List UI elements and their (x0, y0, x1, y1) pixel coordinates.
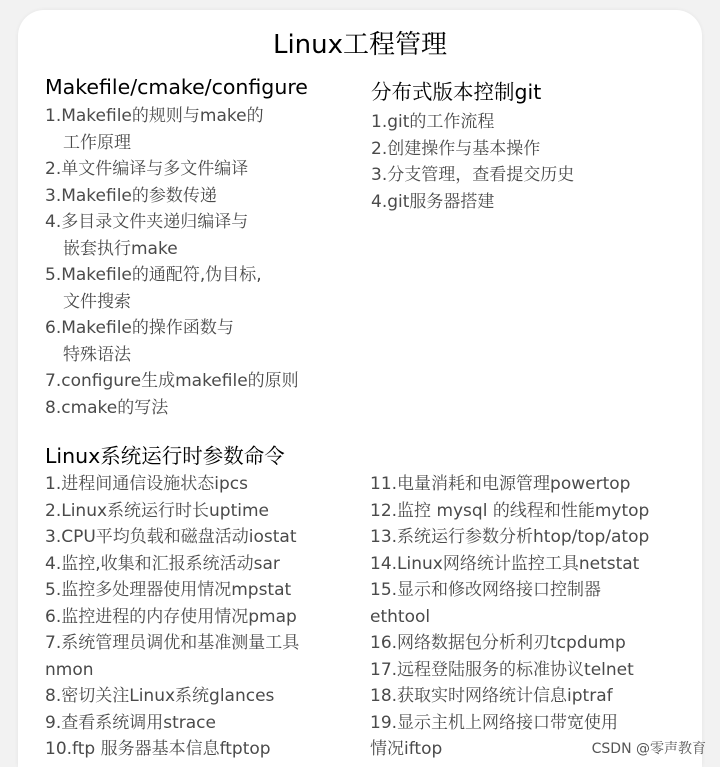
list-item (371, 189, 574, 216)
list-item: 16.网络数据包分析利刃tcpdump (370, 633, 626, 653)
list-item-text: 8.cmake的写法 (45, 397, 169, 418)
list-item (45, 156, 308, 183)
list-item-text: 3.分支管理，查看提交历史 (371, 165, 575, 185)
runtime-right-list (370, 471, 649, 763)
list-item-text: 3.Makefile的参数传递 (45, 185, 217, 206)
list-item (45, 103, 308, 156)
list-item-text: 5.Makefile的通配符,伪目标, (45, 265, 262, 285)
list-item-continuation: 特殊语法 (63, 344, 131, 365)
list-item-text: 1.Makefile的规则与make的 (45, 106, 264, 126)
list-item: ethtool (370, 606, 431, 627)
list-item-text: 4.多目录文件夹递归编译与 (45, 212, 249, 232)
git-list (371, 109, 574, 215)
runtime-section (45, 439, 285, 469)
list-item (45, 183, 308, 210)
list-item: 1.进程间通信设施状态ipcs (45, 474, 248, 494)
makefile-list (45, 103, 308, 421)
list-item: 情况iftop (370, 739, 443, 759)
list-item-text: 2.单文件编译与多文件编译 (45, 159, 249, 179)
list-item-text: 2.创建操作与基本操作 (371, 138, 541, 159)
list-item: 15.显示和修改网络接口控制器 (370, 580, 602, 600)
list-item: nmon (45, 659, 94, 680)
list-item: 12.监控 mysql 的线程和性能mytop (370, 500, 650, 521)
list-item: 9.查看系统调用strace (45, 712, 216, 733)
list-item (45, 262, 308, 315)
page-title: Linux工程管理 (272, 30, 448, 60)
list-item: 8.密切关注Linux系统glances (45, 686, 275, 706)
list-item-text: 4.git服务器搭建 (371, 191, 495, 212)
list-item: 14.Linux网络统计监控工具netstat (370, 553, 640, 574)
list-item (45, 315, 308, 368)
git-heading: 分布式版本控制git (371, 80, 542, 104)
list-item: 19.显示主机上网络接口带宽使用 (370, 712, 619, 733)
list-item: 13.系统运行参数分析htop/top/atop (370, 527, 650, 547)
list-item: 6.监控进程的内存使用情况pmap (45, 606, 297, 627)
list-item: 4.监控,收集和汇报系统活动sar (45, 553, 280, 574)
list-item: 11.电量消耗和电源管理powertop (370, 474, 631, 494)
list-item (45, 368, 308, 395)
list-item: 5.监控多处理器使用情况mpstat (45, 580, 292, 600)
list-item-continuation: 嵌套执行make (63, 238, 178, 259)
list-item (371, 109, 574, 136)
list-item-continuation: 文件搜索 (63, 291, 131, 312)
list-item-text: 1.git的工作流程 (371, 112, 495, 132)
list-item: 7.系统管理员调优和基准测量工具 (45, 633, 300, 653)
list-item: 3.CPU平均负载和磁盘活动iostat (45, 527, 297, 547)
list-item (45, 395, 308, 422)
list-item: 2.Linux系统运行时长uptime (45, 500, 269, 521)
runtime-heading: Linux系统运行时参数命令 (45, 444, 285, 468)
list-item: 10.ftp 服务器基本信息ftptop (45, 739, 271, 759)
watermark: CSDN @零声教育 (591, 741, 706, 757)
list-item (45, 209, 308, 262)
list-item-text: 6.Makefile的操作函数与 (45, 318, 234, 338)
list-item: 18.获取实时网络统计信息iptraf (370, 686, 613, 706)
git-section (371, 75, 574, 215)
list-item-continuation: 工作原理 (63, 132, 131, 153)
list-item: 17.远程登陆服务的标准协议telnet (370, 659, 634, 680)
list-item-text: 7.configure生成makefile的原则 (45, 371, 299, 391)
list-item (371, 136, 574, 163)
runtime-left-list (45, 471, 299, 763)
makefile-section (45, 75, 308, 421)
makefile-heading: Makefile/cmake/configure (45, 75, 308, 99)
list-item (371, 162, 574, 189)
